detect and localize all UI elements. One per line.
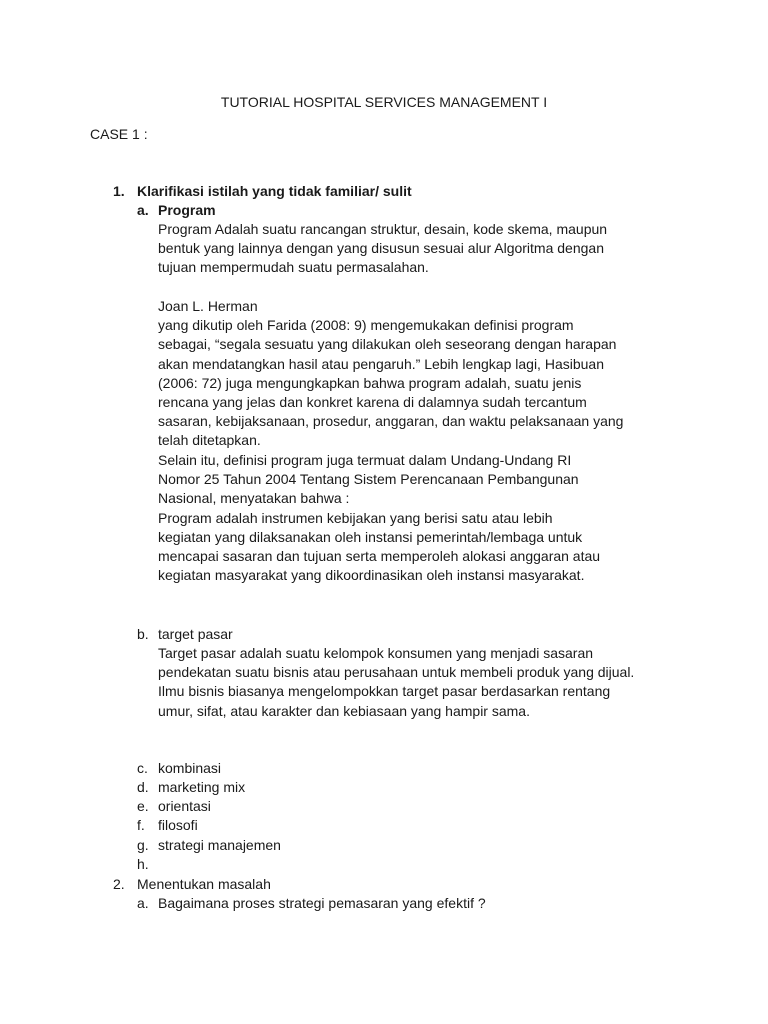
item-c-text: kombinasi [158,760,222,776]
item-f-text: filosofi [158,817,198,833]
text-line: (2006: 72) juga mengungkapkan bahwa program adalah, suatu jenis [158,374,582,391]
text-line: Program Adalah suatu rancangan struktur, desain, kode skema, maupun [158,221,608,237]
section-2-heading: Menentukan masalah [137,876,271,892]
section-2-item-a-text: Bagaimana proses strategi pemasaran yang efektif ? [158,895,486,911]
text-line: sebagai, “segala sesuatu yang dilakukan oleh seseorang dengan harapan [158,336,617,353]
text-line: Joan L. Herman [158,298,258,314]
text-line: kegiatan masyarakat yang dikoordinasikan oleh instansi masyarakat. [158,567,585,584]
item-a-marker: a. [137,202,149,218]
section-2-number: 2. [113,876,125,892]
text-line: bentuk yang lainnya dengan yang disusun sesuai alur Algoritma dengan [158,240,604,257]
text-line: akan mendatangkan hasil atau pengaruh.” Lebih lengkap lagi, Hasibuan [158,355,604,372]
item-e-marker: e. [137,798,149,814]
text-line: umur, sifat, atau karakter dan kebiasaan yang hampir sama. [158,702,530,719]
item-e-text: orientasi [158,798,211,814]
item-b-paragraph [158,644,688,721]
item-a-paragraph-3 [158,451,688,585]
text-line: Nomor 25 Tahun 2004 Tentang Sistem Perencanaan Pembangunan [158,471,579,488]
item-g-text: strategi manajemen [158,837,281,853]
item-b-heading: target pasar [158,626,233,642]
item-d-marker: d. [137,779,149,795]
text-line: Program adalah instrumen kebijakan yang berisi satu atau lebih [158,509,553,526]
text-line: Ilmu bisnis biasanya mengelompokkan target pasar berdasarkan rentang [158,683,611,700]
text-line: tujuan mempermudah suatu permasalahan. [158,259,429,276]
item-a-heading: Program [158,202,216,218]
text-line: Target pasar adalah suatu kelompok konsumen yang menjadi sasaran [158,645,594,661]
text-line: kegiatan yang dilaksanakan oleh instansi pemerintah/lembaga untuk [158,528,583,545]
item-b-marker: b. [137,626,149,642]
item-a-paragraph-1 [158,220,688,278]
item-g-marker: g. [137,837,149,853]
text-line: Selain itu, definisi program juga termuat dalam Undang-Undang RI [158,452,572,468]
item-c-marker: c. [137,760,148,776]
section-2-item-a-marker: a. [137,895,149,911]
text-line: pendekatan suatu bisnis atau perusahaan untuk membeli produk yang dijual. [158,664,635,681]
section-1-heading: Klarifikasi istilah yang tidak familiar/ sulit [137,183,412,199]
item-a-paragraph-2 [158,297,688,451]
text-line: sasaran, kebijaksanaan, prosedur, anggaran, dan waktu pelaksanaan yang [158,413,624,430]
text-line: telah ditetapkan. [158,432,261,449]
item-d-text: marketing mix [158,779,246,795]
text-line: rencana yang jelas dan konkret karena di dalamnya sudah tercantum [158,394,587,411]
text-line: Nasional, menyatakan bahwa : [158,490,350,507]
document-title: TUTORIAL HOSPITAL SERVICES MANAGEMENT I [220,94,548,110]
case-label: CASE 1 : [90,126,148,142]
text-line: mencapai sasaran dan tujuan serta memperoleh alokasi anggaran atau [158,548,601,565]
item-h-marker: h. [137,856,149,872]
section-1-number: 1. [113,183,125,199]
item-f-marker: f. [137,817,145,833]
text-line: yang dikutip oleh Farida (2008: 9) mengemukakan definisi program [158,317,574,334]
